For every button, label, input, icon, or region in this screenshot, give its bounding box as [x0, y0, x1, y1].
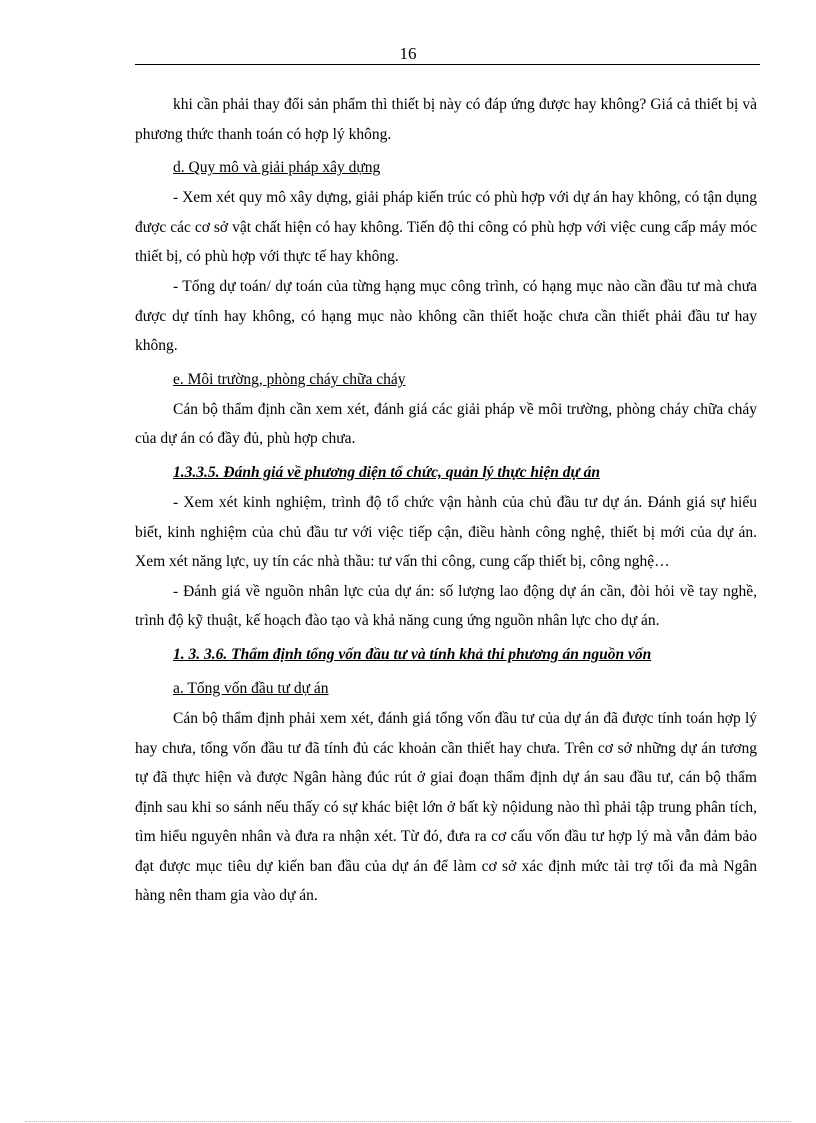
- section-heading-1336-text: 1. 3. 3.6. Thẩm định tổng vốn đầu tư và tính khả thi phương án nguồn vốn: [173, 645, 652, 663]
- header-rule: [135, 64, 760, 65]
- paragraph-environment-review: Cán bộ thẩm định cần xem xét, đánh giá các giải pháp về môi trường, phòng cháy chữa cháy của dự án có đầy đủ, phù hợp chưa.: [135, 400, 757, 448]
- document-body: [135, 90, 757, 911]
- subheading-environment-fire-text: e. Môi trường, phòng cháy chữa cháy: [173, 370, 406, 388]
- section-heading-1335-text: 1.3.3.5. Đánh giá về phương diện tổ chức, quản lý thực hiện dự án: [173, 463, 600, 481]
- paragraph-scale-review: - Xem xét quy mô xây dựng, giải pháp kiến trúc có phù hợp với dự án hay không, có tận dụng được các cơ sở vật chất hiện có hay không. Tiến độ thi công có phù hợp với việc cung cấp máy móc thiết bị, có phù hợp với thực tế hay không.: [135, 189, 757, 266]
- paragraph-equipment-payment: khi cần phải thay đổi sản phẩm thì thiết bị này có đáp ứng được hay không? Giá cả thiết bị và phương thức thanh toán có hợp lý không.: [135, 96, 757, 143]
- subheading-scale-construction-text: d. Quy mô và giải pháp xây dựng: [173, 159, 381, 177]
- paragraph-cost-estimate: - Tổng dự toán/ dự toán của từng hạng mục công trình, có hạng mục nào cần đầu tư mà chưa được dự tính hay không, có hạng mục nào không cần thiết hoặc chưa cần thiết phải đầu tư hay không.: [135, 277, 757, 355]
- subheading-total-capital-text: a. Tổng vốn đầu tư dự án: [173, 679, 329, 697]
- paragraph-human-resources: - Đánh giá về nguồn nhân lực của dự án: số lượng lao động dự án cần, đòi hỏi về tay nghề, trình độ kỹ thuật, kế hoạch đào tạo và khả năng cung ứng nguồn nhân lực cho dự án.: [135, 582, 757, 630]
- page-number: 16: [399, 44, 417, 63]
- page-bottom-border: [25, 1121, 791, 1122]
- paragraph-investor-experience: - Xem xét kinh nghiệm, trình độ tổ chức vận hành của chủ đầu tư dự án. Đánh giá sự hiểu biết, kinh nghiệm của chủ đầu tư với việc tiếp cận, điều hành công nghệ, thiết bị mới của dự án. Xem xét năng lực, uy tín các nhà thầu: tư vấn thi công, cung cấp thiết bị, công nghệ…: [135, 493, 757, 571]
- subheading-environment-fire: [173, 365, 757, 395]
- paragraph-total-capital-review: Cán bộ thẩm định phải xem xét, đánh giá tổng vốn đầu tư của dự án đã được tính toán hợp lý hay chưa, tổng vốn đầu tư đã tính đủ các khoản cần thiết hay chưa. Trên cơ sở những dự án tương tự đã thực hiện và được Ngân hàng đúc rút ở giai đoạn thẩm định dự án sau đầu tư, cán bộ thẩm định sau khi so sánh nếu thấy có sự khác biệt lớn ở bất kỳ nộidung nào thì phải tập trung phân tích, tìm hiểu nguyên nhân và đưa ra nhận xét. Từ đó, đưa ra cơ cấu vốn đầu tư hợp lý mà vẫn đảm bảo đạt được mục tiêu dự kiến ban đầu của dự án để làm cơ sở xác định mức tài trợ tối đa mà Ngân hàng nên tham gia vào dự án.: [135, 709, 757, 905]
- section-heading-1335: [173, 458, 757, 488]
- subheading-scale-construction: [173, 153, 757, 183]
- subheading-total-capital: [173, 674, 757, 704]
- section-heading-1336: [173, 640, 757, 670]
